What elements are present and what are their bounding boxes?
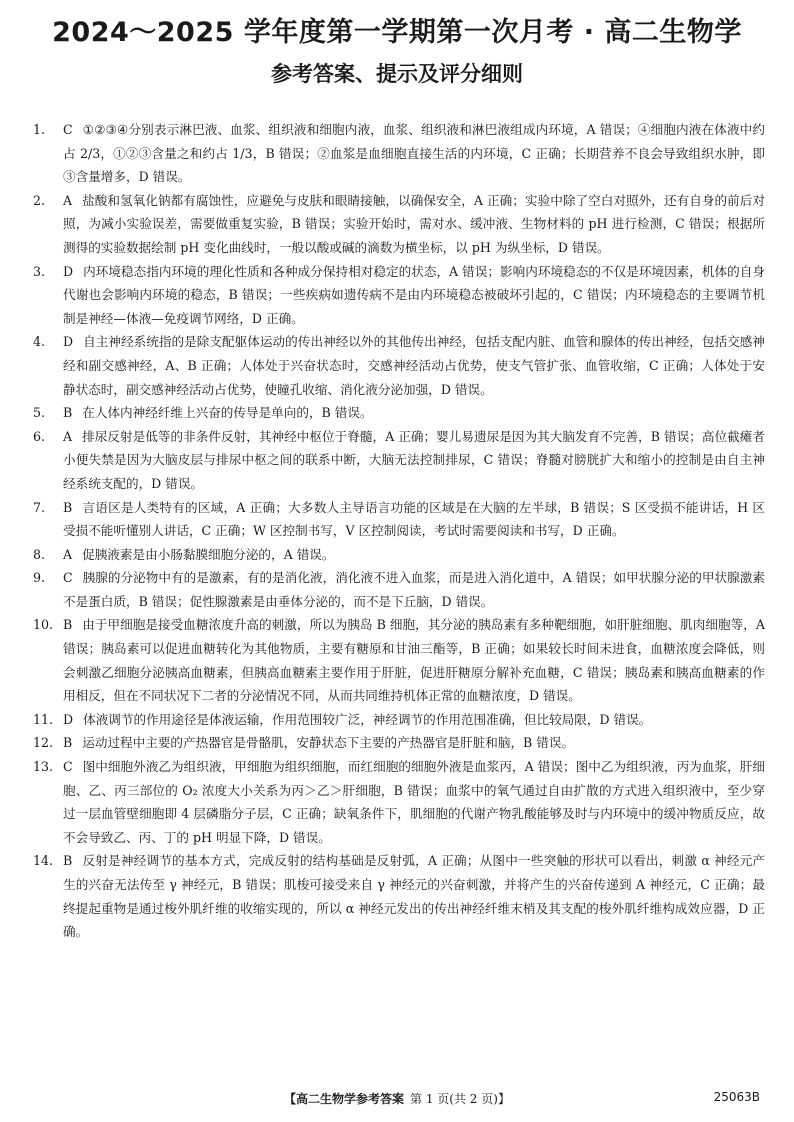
answer-key: D (63, 711, 74, 727)
answer-item (33, 613, 765, 707)
answer-item (33, 566, 765, 613)
answer-explanation: 反射是神经调节的基本方式，完成反射的结构基础是反射弧，A 正确；从图中一些突触的形状可以看出，刺激 α 神经元产生的兴奋无法传至 γ 神经元，B 错误；肌梭可接受来自 γ 神经元的兴奋刺激，并将产生的兴奋传递到 A 神经元，C 正确；最终提起重物是通过梭外肌纤维的收缩实现的，所以 α 神经元发出的传出神经纤维末梢及其支配的梭外肌纤维构成效应器，D 正确。 (63, 853, 765, 940)
answer-key: B (63, 499, 73, 515)
answer-number: 3. (33, 263, 46, 279)
answer-key: B (63, 735, 73, 751)
answer-item (33, 330, 765, 401)
answer-number: 1. (33, 122, 46, 137)
answer-number: 8. (33, 546, 46, 562)
answer-explanation: 在人体内神经纤维上兴奋的传导是单向的，B 错误。 (82, 405, 373, 421)
answer-item (33, 189, 765, 260)
answer-number: 12. (33, 735, 54, 751)
document-code: 25063B (713, 1090, 760, 1104)
answer-item (33, 118, 765, 189)
answer-number: 11. (33, 711, 54, 727)
answer-explanation: 图中细胞外液乙为组织液，甲细胞为组织细胞，而红细胞的细胞外液是血浆丙，A 错误；图中乙为组织液，丙为血浆，肝细胞、乙、丙三部位的 O₂ 浓度大小关系为丙＞乙＞肝细胞，B 错误；血浆中的氧气通过自由扩散的方式进入组织液中，至少穿过一层血管壁细胞即 4 层磷脂分子层，C 正确；缺氧条件下，肌细胞的代谢产物乳酸能够及时与内环境中的缓冲物质反应，故不会导致乙、丙、丁的 pH 明显下降，D 错误。 (63, 759, 765, 845)
answer-explanation: ①②③④分别表示淋巴液、血浆、组织液和细胞内液，血浆、组织液和淋巴液组成内环境，A 错误；④细胞内液在体液中约占 2/3，①②③含量之和约占 1/3，B 错误；②血浆是血细胞直接生活的内环境，C 正确；长期营养不良会导致组织水肿，即③含量增多，D 错误。 (63, 122, 765, 185)
answer-number: 4. (33, 334, 46, 350)
answer-number: 10. (33, 617, 54, 633)
answer-key: D (63, 334, 74, 350)
answer-item (33, 401, 765, 425)
answer-number: 6. (33, 428, 46, 444)
answer-explanation: 促胰液素是由小肠黏膜细胞分泌的，A 错误。 (82, 546, 335, 562)
answer-item (33, 755, 765, 849)
page-footer (0, 1090, 794, 1107)
answer-explanation: 自主神经系统指的是除支配躯体运动的传出神经以外的其他传出神经，包括支配内脏、血管和腺体的传出神经，包括交感神经和副交感神经，A、B 正确；人体处于兴奋状态时，交感神经活动占优势，使支气管扩张、血管收缩，C 正确；人体处于安静状态时，副交感神经活动占优势，使瞳孔收缩、消化液分泌加强，D 错误。 (63, 334, 765, 397)
answer-key: C (63, 759, 73, 775)
answer-explanation: 言语区是人类特有的区域，A 正确；大多数人主导语言功能的区域是在大脑的左半球，B 错误；S 区受损不能讲话，H 区受损不能听懂别人讲话，C 正确；W 区控制书写，V 区控制阅读，考试时需要阅读和书写，D 正确。 (63, 499, 765, 539)
answer-explanation: 排尿反射是低等的非条件反射，其神经中枢位于脊髓，A 正确；婴儿易遗尿是因为其大脑发育不完善，B 错误；高位截瘫者小便失禁是因为大脑皮层与排尿中枢之间的联系中断，大脑无法控制排尿，C 错误；脊髓对膀胱扩大和缩小的控制是由自主神经系统支配的，D 错误。 (63, 428, 765, 491)
answer-item (33, 425, 765, 496)
answer-explanation: 运动过程中主要的产热器官是骨骼肌，安静状态下主要的产热器官是肝脏和脑，B 错误。 (82, 735, 575, 751)
answer-item (33, 496, 765, 543)
page-title: 2024～2025 学年度第一学期第一次月考 · 高二生物学 (52, 17, 742, 48)
answer-item (33, 260, 765, 331)
answer-item (33, 543, 765, 567)
answer-explanation: 内环境稳态指内环境的理化性质和各种成分保持相对稳定的状态，A 错误；影响内环境稳态的不仅是环境因素，机体的自身代谢也会影响内环境的稳态，B 错误；一些疾病如遗传病不是由内环境稳态被破坏引起的，C 错误；内环境稳态的主要调节机制是神经—体液—免疫调节网络，D 正确。 (63, 263, 765, 326)
answer-item (33, 849, 765, 943)
answer-number: 9. (33, 570, 46, 586)
answer-explanation: 体液调节的作用途径是体液运输，作用范围较广泛，神经调节的作用范围准确，但比较局限，D 错误。 (83, 711, 652, 727)
footer-page-info: 第 1 页(共 2 页)】 (410, 1092, 510, 1106)
answer-explanation: 胰腺的分泌物中有的是激素，有的是消化液，消化液不进入血浆，而是进入消化道中，A 错误；如甲状腺分泌的甲状腺激素不是蛋白质，B 错误；促性腺激素是由垂体分泌的，而不是下丘脑，D 错误。 (63, 570, 765, 609)
answer-item (33, 708, 765, 732)
answer-key: D (63, 263, 74, 279)
answer-key: A (63, 192, 73, 208)
answer-key: C (63, 122, 73, 137)
answer-number: 2. (33, 192, 46, 208)
answer-number: 7. (33, 499, 46, 515)
footer-label: 【高二生物学参考答案 (284, 1092, 405, 1106)
answer-key: B (63, 853, 73, 869)
answer-explanation: 由于甲细胞是接受血糖浓度升高的刺激，所以为胰岛 B 细胞，其分泌的胰岛素有多种靶细胞，如肝脏细胞、肌肉细胞等，A 错误；胰岛素可以促进血糖转化为其他物质，主要有糖原和甘油三酯等，B 正确；如果较长时间未进食，血糖浓度会降低，则会刺激乙细胞分泌胰高血糖素，但胰高血糖素主要作用于肝脏，促进肝糖原分解补充血糖，C 错误；胰岛素和胰高血糖素的作用相反，但在不同状况下二者的分泌情况不同，从而共同维持机体正常的血糖浓度，D 错误。 (63, 617, 765, 704)
answer-number: 13. (33, 759, 54, 775)
answer-item (33, 731, 765, 755)
answer-explanation: 盐酸和氢氧化钠都有腐蚀性，应避免与皮肤和眼睛接触，以确保安全，A 正确；实验中除了空白对照外，还有自身的前后对照，为减小实验误差，需要做重复实验，B 错误；实验开始时，需对水、缓冲液、生物材料的 pH 进行检测，C 错误；根据所测得的实验数据绘制 pH 变化曲线时，一般以酸或碱的滴数为横坐标，以 pH 为纵坐标，D 错误。 (63, 192, 765, 255)
answer-number: 5. (33, 405, 46, 421)
page-subtitle: 参考答案、提示及评分细则 (271, 62, 523, 86)
answer-number: 14. (33, 853, 54, 869)
answer-key: B (63, 617, 73, 633)
answer-list (33, 118, 765, 944)
answer-key: A (63, 546, 73, 562)
answer-key: A (63, 428, 73, 444)
answer-key: C (63, 570, 73, 586)
answer-key: B (63, 405, 73, 421)
